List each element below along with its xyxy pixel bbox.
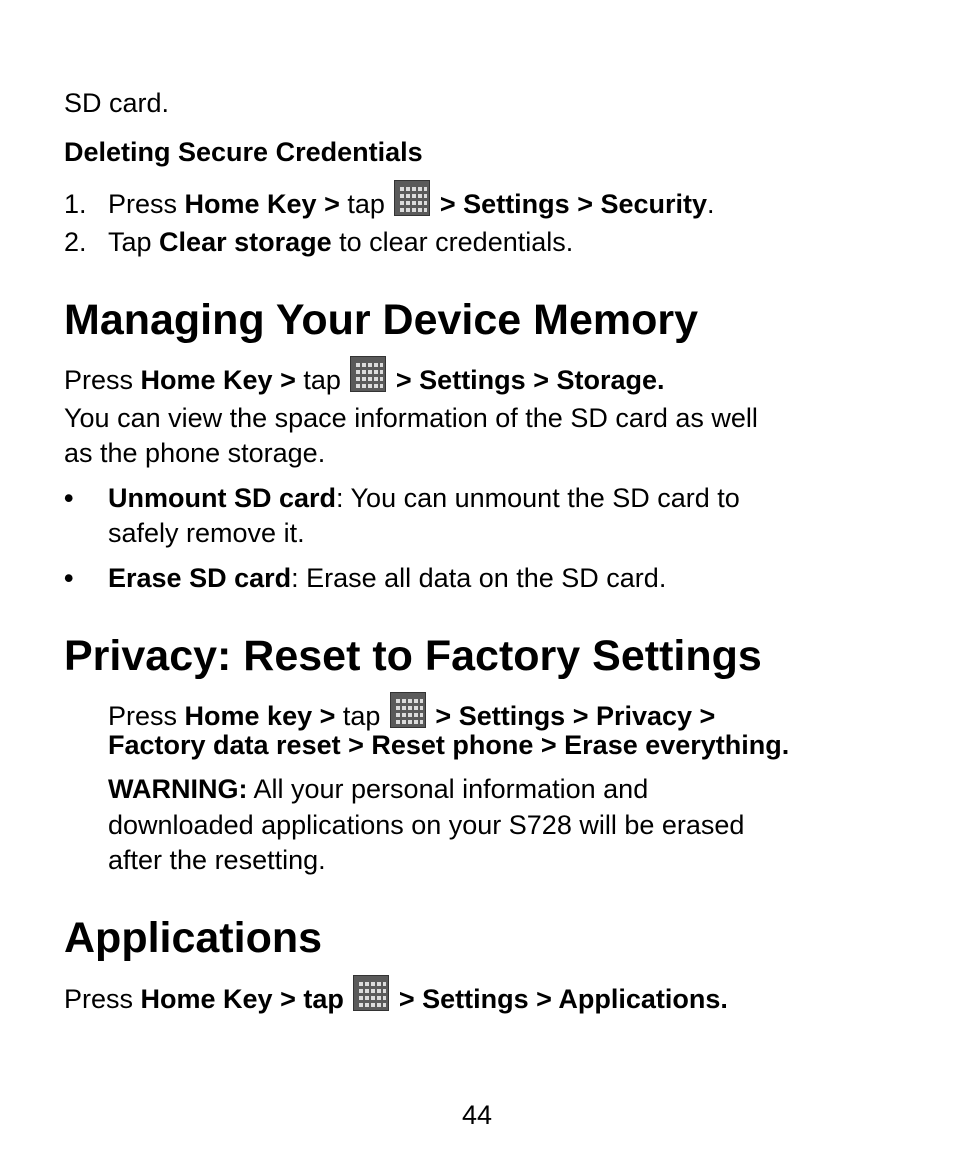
memory-bullet-erase: • Erase SD card: Erase all data on the SD card. xyxy=(64,563,667,593)
deleting-heading: Deleting Secure Credentials xyxy=(64,137,423,167)
memory-para-line-1: You can view the space information of the SD card as well xyxy=(64,403,758,433)
applications-instruction: Press Home Key > tap > Settings > Applications. xyxy=(64,975,728,1017)
memory-bullet-unmount-cont: safely remove it. xyxy=(108,518,305,548)
privacy-warning: WARNING: All your personal information and xyxy=(108,774,649,804)
app-grid-icon xyxy=(390,692,426,728)
app-grid-icon xyxy=(353,975,389,1011)
page-number: 44 xyxy=(461,1100,493,1130)
deleting-step-2: 2. Tap Clear storage to clear credentials. xyxy=(64,227,574,257)
memory-instruction: Press Home Key > tap > Settings > Storage. xyxy=(64,356,664,398)
privacy-warning-line-3: after the resetting. xyxy=(108,845,326,875)
privacy-instruction: Press Home key > tap > Settings > Privacy > xyxy=(108,692,715,734)
memory-bullet-unmount: • Unmount SD card: You can unmount the SD card to xyxy=(64,483,740,513)
privacy-warning-line-2: downloaded applications on your S728 will be erased xyxy=(108,810,745,840)
applications-heading: Applications xyxy=(64,914,323,962)
intro-text: SD card. xyxy=(64,88,170,118)
privacy-heading: Privacy: Reset to Factory Settings xyxy=(64,632,762,680)
privacy-instruction-cont: Factory data reset > Reset phone > Erase everything. xyxy=(108,730,790,760)
app-grid-icon xyxy=(350,356,386,392)
deleting-step-1: 1. Press Home Key > tap > Settings > Security. xyxy=(64,180,715,222)
memory-para-line-2: as the phone storage. xyxy=(64,438,326,468)
app-grid-icon xyxy=(394,180,430,216)
memory-heading: Managing Your Device Memory xyxy=(64,296,699,344)
